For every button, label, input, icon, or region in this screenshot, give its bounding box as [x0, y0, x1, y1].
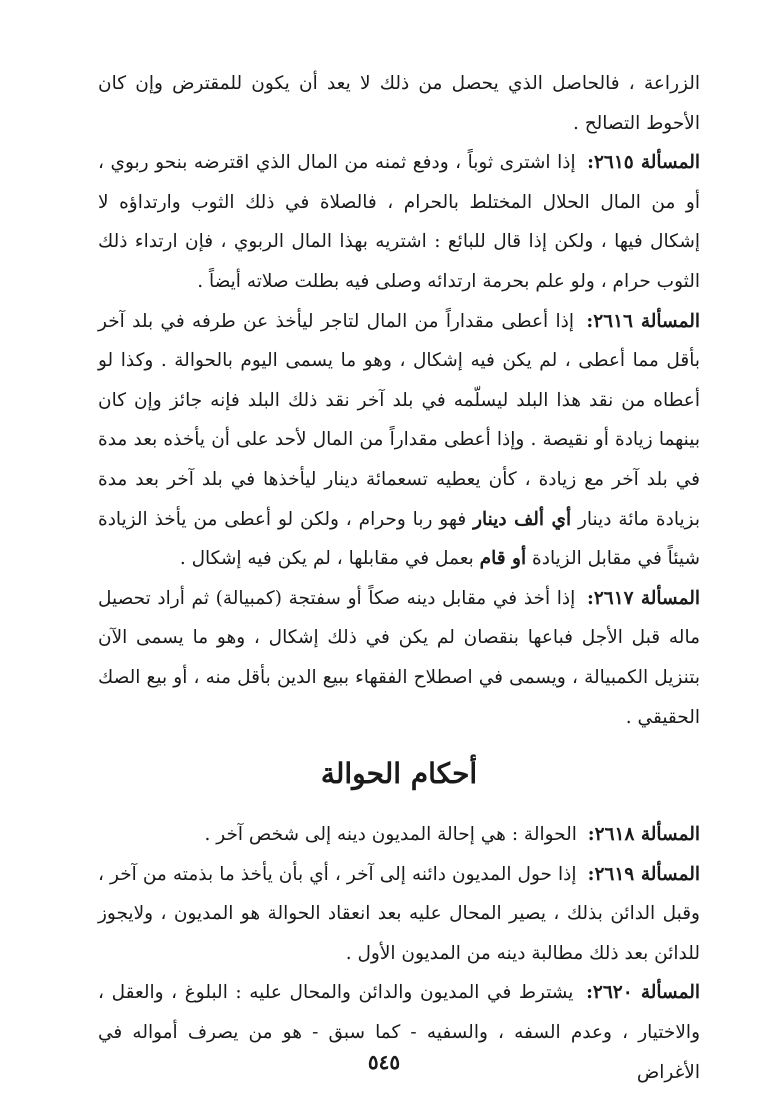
issue-2616	[98, 302, 700, 579]
issue-text: بعمل في مقابلها ، لم يكن فيه إشكال .	[179, 548, 474, 570]
issue-2618	[98, 815, 700, 855]
bold-phrase: أو قام	[479, 548, 527, 570]
issue-2619	[98, 855, 700, 974]
issue-label: المسألة ٢٦١٧:	[587, 587, 700, 609]
paragraph-text: الزراعة ، فالحاصل الذي يحصل من ذلك لا يعد أن يكون للمقترض وإن كان الأحوط التصالح .	[98, 73, 700, 134]
issue-label: المسألة ٢٦١٩:	[587, 863, 700, 885]
issue-label: المسألة ٢٦١٦:	[586, 310, 701, 332]
issue-label: المسألة ٢٦١٥:	[587, 152, 701, 174]
issue-text: فهو ربا وحرام ، ولكن لو أعطى من يأخذ الزيادة شيئاً في مقابل الزيادة	[98, 508, 700, 570]
issue-2617	[98, 579, 700, 737]
issue-text: إذا اشترى ثوباً ، ودفع ثمنه من المال الذي اقترضه بنحو ربوي ، أو من المال الحلال المختلط بالحرام ، فالصلاة في ذلك الثوب وارتداؤه لا إشكال فيها ، ولكن إذا قال للبائع : اشتريه بهذا المال الربوي ، فإن ارتداء ذلك الثوب حرام ، ولو علم بحرمة ارتدائه وصلى فيه بطلت صلاته أيضاً .	[98, 152, 700, 292]
issue-text: يشترط في المديون والدائن والمحال عليه : البلوغ ، والعقل ، والاختيار ، وعدم السفه ، والسفيه - كما سبق - هو من يصرف أمواله في الأغراض	[98, 982, 700, 1083]
section-heading: أحكام الحوالة	[320, 757, 478, 791]
issue-2620	[98, 973, 700, 1092]
issue-text: إذا حول المديون دائنه إلى آخر ، أي بأن يأخذ ما بذمته من آخر ، وقبل الدائن بذلك ، يصير المحال عليه بعد انعقاد الحوالة هو المديون ، ولايجوز للدائن بعد ذلك مطالبة دينه من المديون الأول .	[98, 863, 700, 964]
issue-text: إذا أخذ في مقابل دينه صكاً أو سفتجة (كمبيالة) ثم أراد تحصيل ماله قبل الأجل فباعها بنقصان لم يكن في ذلك إشكال ، وهو ما يسمى الآن بتنزيل الكمبيالة ، ويسمى في اصطلاح الفقهاء ببيع الدين بأقل منه ، أو بيع الصك الحقيقي .	[98, 587, 700, 728]
page-number: ٥٤٥	[367, 1050, 401, 1074]
issue-label: المسألة ٢٦٢٠:	[586, 982, 700, 1004]
issue-text: الحوالة : هي إحالة المديون دينه إلى شخص آخر .	[204, 824, 577, 846]
issue-text: إذا أعطى مقداراً من المال لتاجر ليأخذ عن طرفه في بلد آخر بأقل مما أعطى ، لم يكن فيه إشكال ، وهو ما يسمى اليوم بالحوالة . وكذا لو أعطاه من نقد هذا البلد ليسلّمه في بلد آخر نقد ذلك البلد فإنه جائز وإن كان بينهما زيادة أو نقيصة . وإذا أعطى مقداراً من المال لأحد على أن يأخذه بعد مدة في بلد آخر مع زيادة ، كأن يعطيه تسعمائة دينار ليأخذها في بلد آخر بعد مدة بزيادة مائة دينار	[98, 310, 700, 530]
issue-2615	[98, 143, 700, 301]
bold-phrase: أي ألف دينار	[473, 508, 572, 530]
issue-label: المسألة ٢٦١٨:	[587, 824, 700, 846]
paragraph-continuation	[98, 64, 700, 143]
